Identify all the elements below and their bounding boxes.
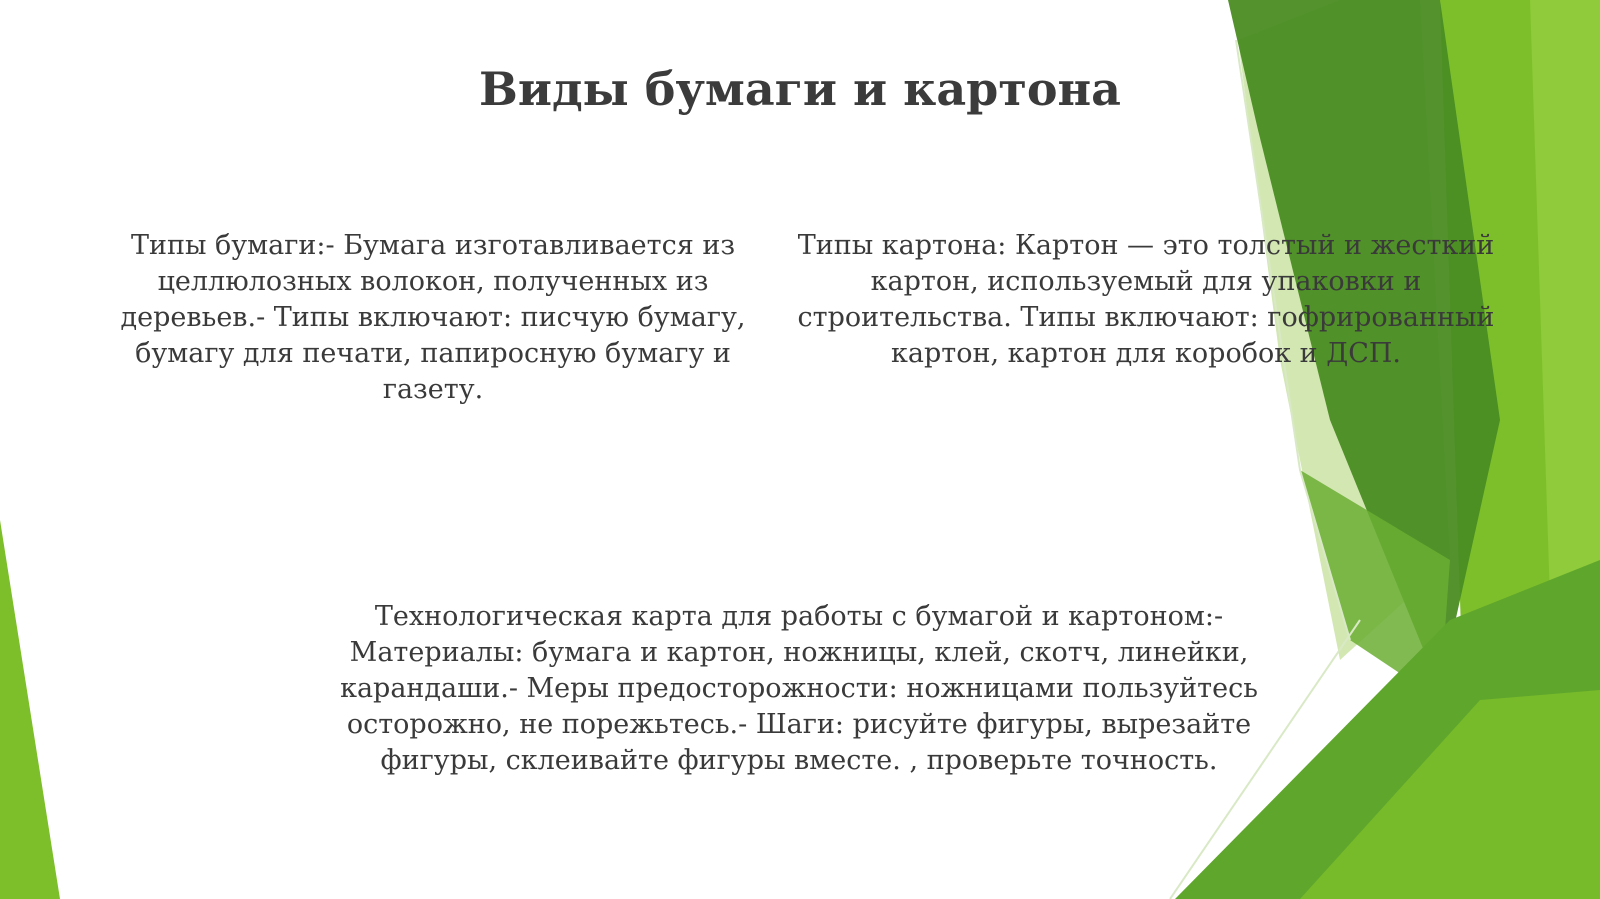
tech-map-text: Технологическая карта для работы с бумагой и картоном:- Материалы: бумага и картон, ножницы, клей, скотч, линейки, карандаши.- Меры предосторожности: ножницами пользуйтесь осторожно, не порежьтесь.- Шаги: рисуйте фигуры, вырезайте фигуры, склеивайте фигуры вместе. , проверьте точность. [340,601,1258,776]
slide-title: Виды бумаги и картона [479,62,1121,116]
cardboard-types-text: Типы картона: Картон — это толстый и жесткий картон, используемый для упаковки и строительства. Типы включают: гофрированный картон, картон для коробок и ДСП. [797,230,1495,369]
paper-types-text: Типы бумаги:- Бумага изготавливается из целлюлозных волокон, полученных из деревьев.- Типы включают: писчую бумагу, бумагу для печати, папиросную бумагу и газету. [120,230,746,405]
left-green-shard [0,520,60,899]
